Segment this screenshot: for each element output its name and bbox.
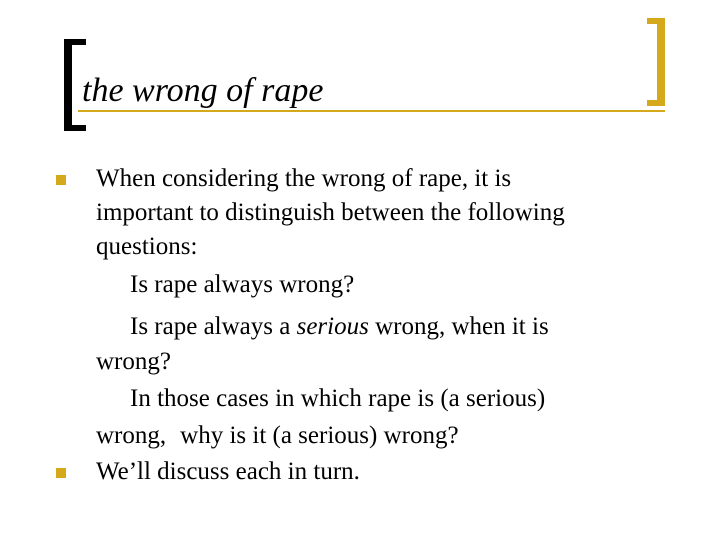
question-3-continuation-a: wrong,	[96, 422, 167, 449]
left-bracket-bottom-decoration	[64, 125, 86, 131]
left-bracket-top-decoration	[64, 39, 86, 45]
bullet-1-line-3: questions:	[96, 233, 198, 260]
question-2-emphasis: serious	[296, 313, 369, 340]
question-2-prefix: Is rape always a	[130, 313, 297, 340]
bullet-1-line-1: When considering the wrong of rape, it is	[96, 165, 512, 192]
question-2-continuation: wrong?	[96, 348, 171, 375]
bullet-1-line-2: important to distinguish between the following	[96, 199, 565, 226]
right-bracket-decoration	[657, 18, 665, 106]
question-1: Is rape always wrong?	[130, 271, 355, 298]
question-3-continuation	[96, 421, 459, 451]
left-bracket-decoration	[64, 39, 72, 131]
question-3-continuation-b: why is it (a serious) wrong?	[180, 422, 459, 449]
question-3: In those cases in which rape is (a serious)	[130, 385, 546, 412]
right-bracket-top-decoration	[647, 18, 665, 24]
right-bracket-bottom-decoration	[647, 100, 665, 106]
slide-title: the wrong of rape	[82, 72, 324, 109]
question-2-suffix: wrong, when it is	[368, 313, 549, 340]
bullet-2-text: We’ll discuss each in turn.	[96, 458, 360, 485]
bullet-marker-icon	[56, 468, 66, 478]
bullet-marker-icon	[56, 175, 66, 185]
question-2	[130, 312, 549, 342]
